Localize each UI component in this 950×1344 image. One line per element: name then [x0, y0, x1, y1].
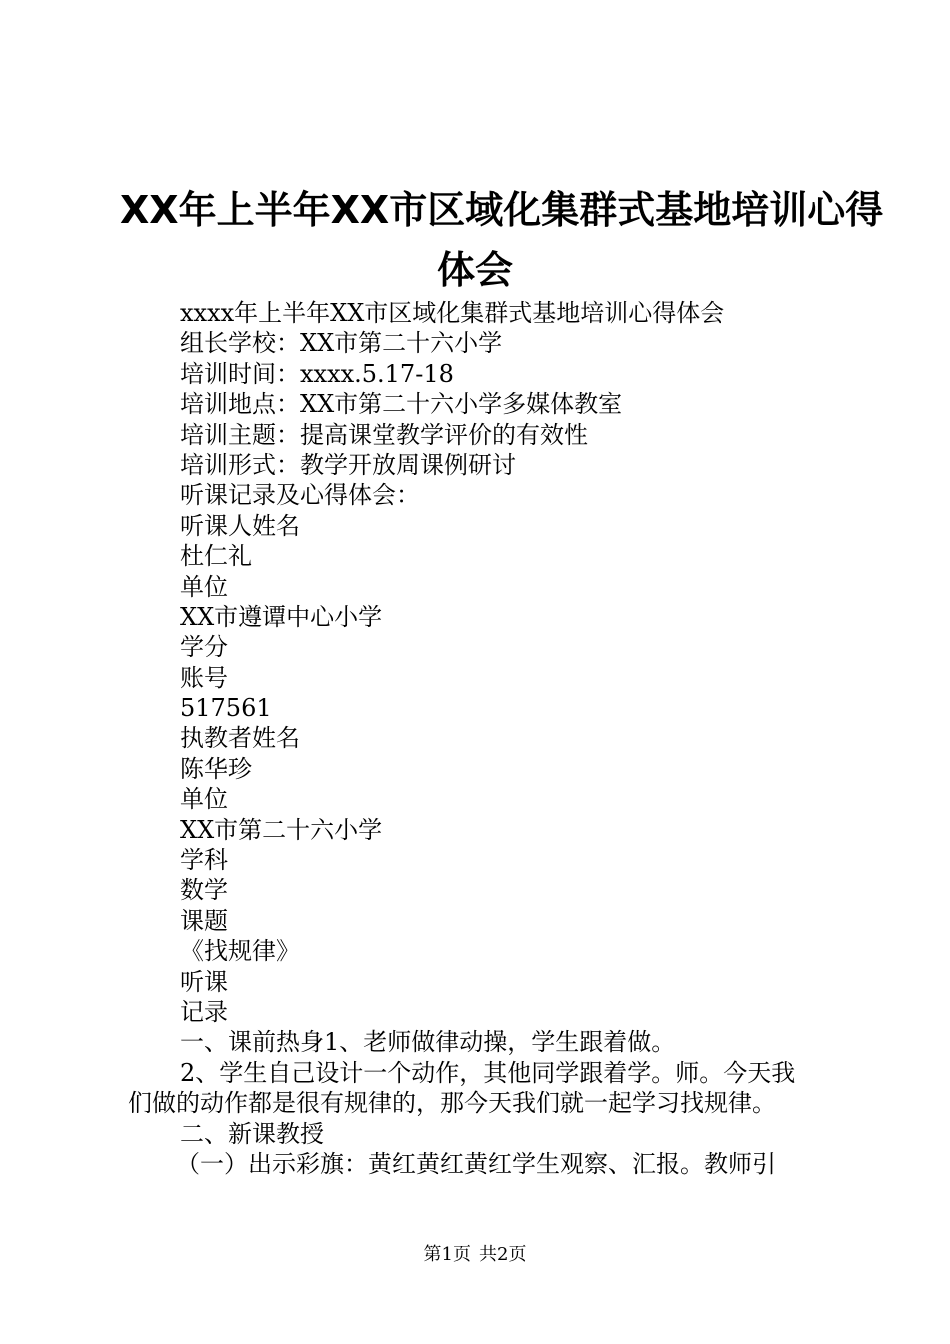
body-line: 单位	[180, 785, 228, 814]
body-line: 课题	[180, 906, 228, 935]
body-line: 数学	[180, 876, 228, 905]
body-line: 听课人姓名	[180, 511, 300, 540]
body-line: 账号	[180, 663, 228, 692]
body-line: xxxx年上半年XX市区域化集群式基地培训心得体会	[180, 299, 725, 327]
body-line: 二、新课教授	[180, 1119, 324, 1148]
body-line: 培训形式：教学开放周课例研讨	[180, 450, 516, 479]
body-line: 2、学生自己设计一个动作，其他同学跟着学。师。今天我	[180, 1058, 796, 1087]
body-line: （一）出示彩旗：黄红黄红黄红学生观察、汇报。教师引	[176, 1149, 776, 1178]
body-line: XX市第二十六小学	[180, 815, 383, 844]
page-footer	[0, 1245, 950, 1265]
body-line: 517561	[180, 694, 272, 723]
body-line: 组长学校：XX市第二十六小学	[180, 329, 503, 358]
body-line: 听课	[180, 967, 228, 996]
body-line: XX市遵谭中心小学	[180, 602, 383, 631]
page-total: 共2页	[479, 1244, 527, 1265]
body-line: 执教者姓名	[180, 724, 300, 753]
document-title-line-2: 体会	[436, 248, 513, 292]
body-line: 记录	[180, 997, 228, 1026]
body-line: 杜仁礼	[180, 542, 252, 571]
body-line: 听课记录及心得体会：	[180, 481, 420, 510]
body-line: 学科	[180, 846, 228, 875]
body-line: 培训主题：提高课堂教学评价的有效性	[180, 420, 588, 449]
body-line: 陈华珍	[180, 754, 252, 783]
body-line: 单位	[180, 572, 228, 601]
document-body	[128, 298, 838, 1179]
body-line: 一、课前热身1、老师做律动操，学生跟着做。	[180, 1028, 676, 1057]
body-line: 们做的动作都是很有规律的，那今天我们就一起学习找规律。	[128, 1089, 776, 1118]
document-title-line-1: XX年上半年XX市区域化集群式基地培训心得	[120, 188, 884, 232]
body-line: 《找规律》	[180, 937, 300, 966]
body-line: 培训时间：xxxx.5.17-18	[180, 359, 454, 388]
body-line: 培训地点：XX市第二十六小学多媒体教室	[180, 390, 623, 419]
body-line: 学分	[180, 633, 228, 662]
page-number: 第1页	[423, 1244, 471, 1265]
